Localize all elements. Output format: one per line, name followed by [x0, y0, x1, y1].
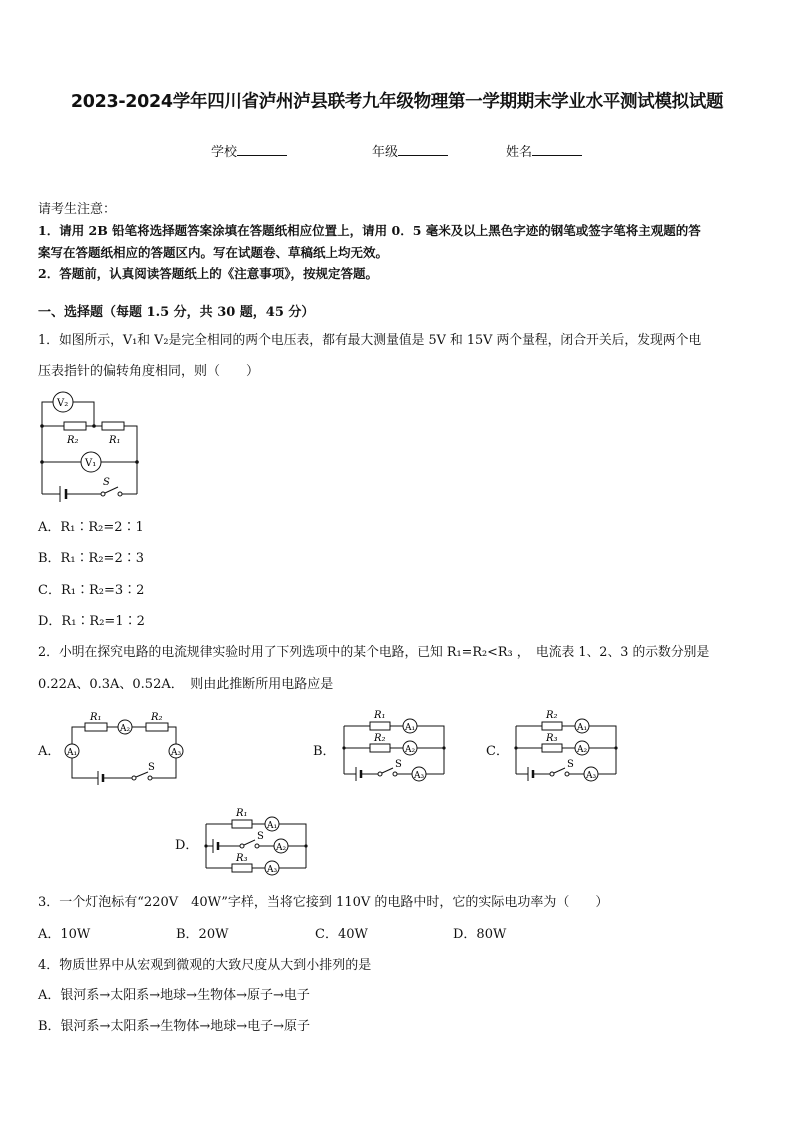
q2d-a2-label: A₂: [276, 843, 287, 853]
q1-r1-label: R₁: [109, 435, 121, 446]
q4-line-1: 4．物质世界中从宏观到微观的大致尺度从大到小排列的是: [38, 958, 372, 973]
q2d-a1-label: A₁: [267, 821, 278, 831]
name-blank: [532, 143, 582, 156]
q4-option-a[interactable]: A．银河系→太阳系→地球→生物体→原子→电子: [38, 988, 310, 1003]
q2a-a1-label: A₁: [67, 748, 78, 758]
notice-line-1: 1．请用 2B 铅笔将选择题答案涂填在答题纸相应位置上，请用 0．5 毫米及以上黑色字迹的钢笔或签字笔将主观题的答: [38, 223, 701, 238]
q2-circuit-c: [508, 706, 623, 790]
q2a-r1-label: R₁: [90, 712, 102, 723]
q2b-a3-label: A₃: [414, 771, 425, 781]
q2a-a3-label: A₃: [171, 748, 182, 758]
q2b-r2-label: R₂: [374, 733, 386, 744]
q2c-a1-label: A₁: [577, 723, 588, 733]
q2d-a3-label: A₃: [267, 865, 278, 875]
q1-line-2: 压表指针的偏转角度相同，则（ ）: [38, 364, 260, 379]
q3-line-1: 3．一个灯泡标有“220V 40W”字样，当将它接到 110V 的电路中时，它的实际电功率为（ ）: [38, 895, 609, 910]
q2b-r1-label: R₁: [374, 710, 386, 721]
q2-line-2: 0.22A、0.3A、0.52A． 则由此推断所用电路应是: [38, 677, 334, 692]
q1-r2-label: R₂: [67, 435, 79, 446]
q2d-switch-label: S: [257, 831, 264, 842]
notice-line-2: 2．答题前，认真阅读答题纸上的《注意事项》，按规定答题。: [38, 266, 378, 281]
q2c-a3-label: A₃: [586, 771, 597, 781]
q2c-r2-label: R₃: [546, 733, 558, 744]
school-blank: [237, 143, 287, 156]
page-title: 2023-2024学年四川省泸州泸县联考九年级物理第一学期期末学业水平测试模拟试题: [70, 92, 724, 112]
q1-v1-label: V₁: [85, 458, 97, 469]
school-label: 学校: [211, 145, 238, 160]
q3-option-a[interactable]: A．10W: [38, 927, 91, 942]
q2-option-d-label[interactable]: D．: [175, 838, 199, 853]
q2a-switch-label: S: [148, 762, 155, 773]
q2-circuit-a: [60, 708, 190, 790]
q4-option-b[interactable]: B．银河系→太阳系→生物体→地球→电子→原子: [38, 1019, 311, 1034]
q1-option-b[interactable]: B．R₁∶R₂=2∶3: [38, 551, 144, 566]
name-label: 姓名: [506, 145, 533, 160]
q2c-switch-label: S: [567, 759, 574, 770]
q1-line-1: 1．如图所示，V₁和 V₂是完全相同的两个电压表，都有最大测量值是 5V 和 15V 两个量程，闭合开关后，发现两个电: [38, 333, 702, 348]
q2c-a2-label: A₂: [577, 745, 588, 755]
grade-label: 年级: [372, 145, 399, 160]
q2b-a1-label: A₁: [405, 723, 416, 733]
q1-circuit-diagram: [36, 388, 146, 508]
grade-blank: [398, 143, 448, 156]
q1-v2-label: V₂: [57, 398, 69, 409]
grade-field: [372, 141, 448, 160]
q3-option-b[interactable]: B．20W: [176, 927, 229, 942]
q2-circuit-d: [198, 804, 313, 884]
q2d-r1-label: R₁: [236, 808, 248, 819]
q3-option-c[interactable]: C．40W: [315, 927, 368, 942]
q1-switch-label: S: [103, 477, 110, 488]
q2d-r2-label: R₃: [236, 853, 248, 864]
notice-heading: 请考生注意：: [38, 202, 117, 217]
q2a-a2-label: A₂: [120, 724, 131, 734]
q2-circuit-b: [336, 706, 451, 790]
q2b-switch-label: S: [395, 759, 402, 770]
q2-line-1: 2．小明在探究电路的电流规律实验时用了下列选项中的某个电路，已知 R₁=R₂<R₃ ， 电流表 1、2、3 的示数分别是: [38, 645, 710, 660]
q2-option-b-label[interactable]: B．: [313, 744, 336, 759]
q1-option-c[interactable]: C．R₁∶R₂=3∶2: [38, 583, 145, 598]
q1-option-d[interactable]: D．R₁∶R₂=1∶2: [38, 614, 145, 629]
q2a-r2-label: R₂: [151, 712, 163, 723]
q3-option-d[interactable]: D．80W: [453, 927, 507, 942]
q2-option-a-label[interactable]: A．: [38, 744, 61, 759]
notice-line-1b: 案写在答题纸相应的答题区内。写在试题卷、草稿纸上均无效。: [38, 245, 389, 260]
q1-option-a[interactable]: A．R₁∶R₂=2∶1: [38, 520, 144, 535]
q2c-r1-label: R₂: [546, 710, 558, 721]
name-field: [506, 141, 582, 160]
section-heading: 一、选择题（每题 1.5 分，共 30 题，45 分）: [38, 305, 315, 320]
q2b-a2-label: A₂: [405, 745, 416, 755]
school-field: [211, 141, 287, 160]
q2-option-c-label[interactable]: C．: [486, 744, 509, 759]
